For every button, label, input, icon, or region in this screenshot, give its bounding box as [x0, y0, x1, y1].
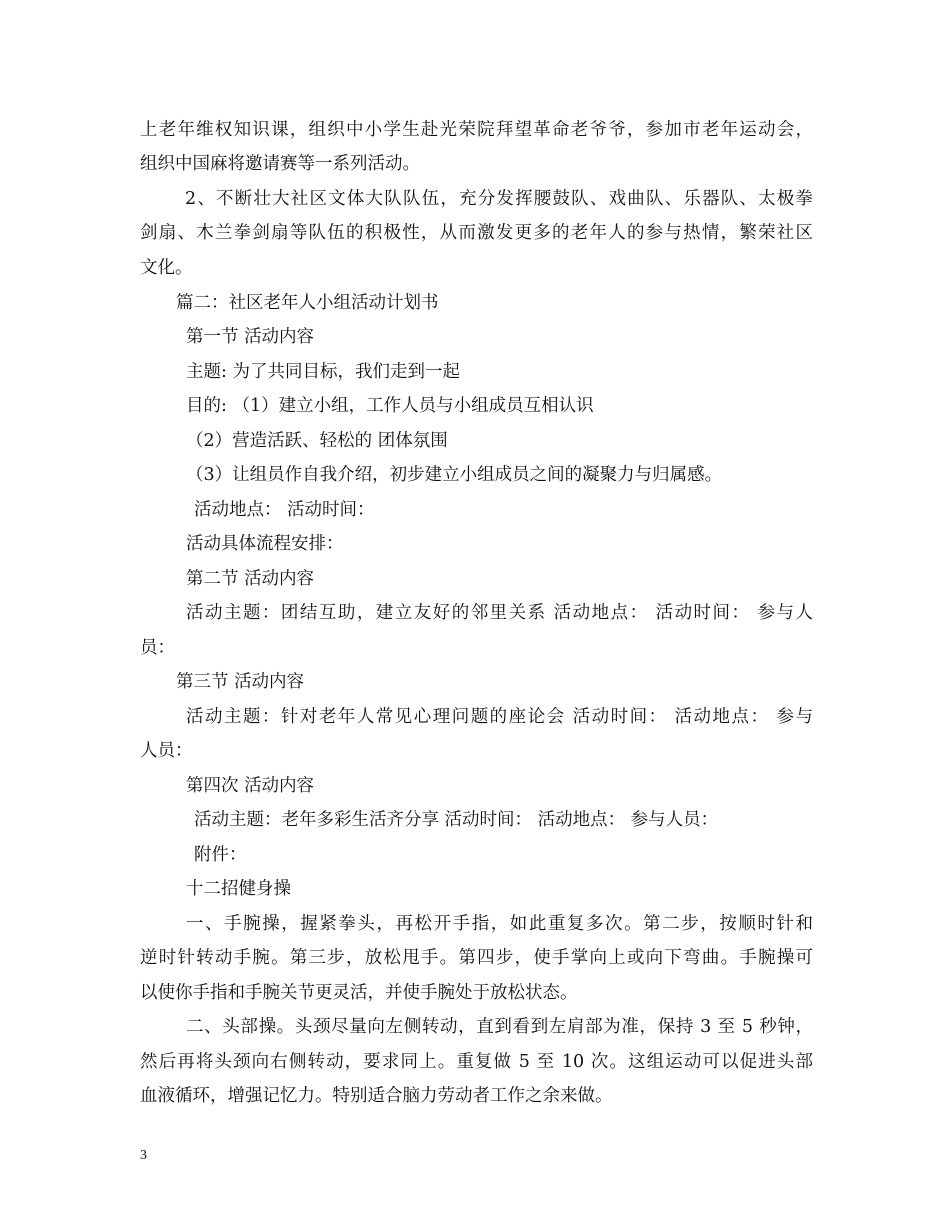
subsection-heading: 第三节 活动内容 — [176, 672, 305, 692]
paragraph-line: 活动主题：老年多彩生活齐分享 活动时间： 活动地点： 参与人员： — [194, 810, 719, 830]
paragraph-line: 人员： — [140, 741, 193, 761]
paragraph-line: 员： — [140, 638, 175, 658]
paragraph-line: （3）让组员作自我介绍，初步建立小组成员之间的凝聚力与归属感。 — [186, 465, 723, 485]
paragraph-line: 以使你手指和手腕关节更灵活，并使手腕处于放松状态。 — [140, 983, 578, 1003]
paragraph-line: 然后再将头颈向右侧转动，要求同上。重复做 5 至 10 次。这组运动可以促进头部 — [140, 1052, 813, 1072]
paragraph-line: 活动主题：团结互助，建立友好的邻里关系 活动地点： 活动时间： 参与人 — [186, 603, 813, 623]
subsection-heading: 第一节 活动内容 — [186, 327, 315, 347]
paragraph-line: 一、手腕操，握紧拳头，再松开手指，如此重复多次。第二步，按顺时针和 — [186, 914, 813, 934]
paragraph-line: （2）营造活跃、轻松的 团体氛围 — [186, 431, 448, 451]
page-number: 3 — [140, 1148, 147, 1163]
paragraph-line: 组织中国麻将邀请赛等一系列活动。 — [140, 154, 420, 174]
paragraph-line: 文化。 — [140, 258, 193, 278]
subsection-heading: 第四次 活动内容 — [186, 776, 315, 796]
paragraph-line: 活动具体流程安排： — [186, 534, 344, 554]
paragraph-line: 目的: （1）建立小组，工作人员与小组成员互相认识 — [186, 396, 594, 416]
paragraph-line: 二、头部操。头颈尽量向左侧转动，直到看到左肩部为准，保持 3 至 5 秒钟， — [186, 1017, 813, 1037]
paragraph-line: 主题: 为了共同目标，我们走到一起 — [186, 362, 460, 382]
paragraph-line: 逆时针转动手腕。第三步，放松甩手。第四步，使手掌向上或向下弯曲。手腕操可 — [140, 948, 813, 968]
paragraph-line: 血液循环，增强记忆力。特别适合脑力劳动者工作之余来做。 — [140, 1086, 613, 1106]
section-heading: 篇二：社区老年人小组活动计划书 — [176, 293, 439, 313]
paragraph-line: 活动地点： 活动时间： — [194, 500, 375, 520]
paragraph-line: 活动主题：针对老年人常见心理问题的座论会 活动时间： 活动地点： 参与 — [186, 707, 813, 727]
section-heading: 十二招健身操 — [186, 879, 291, 899]
subsection-heading: 第二节 活动内容 — [186, 569, 315, 589]
paragraph-line: 剑扇、木兰拳剑扇等队伍的积极性，从而激发更多的老年人的参与热情，繁荣社区 — [140, 223, 813, 243]
paragraph-line: 2、不断壮大社区文体大队队伍，充分发挥腰鼓队、戏曲队、乐器队、太极拳 — [185, 189, 813, 209]
paragraph-line: 上老年维权知识课，组织中小学生赴光荣院拜望革命老爷爷，参加市老年运动会， — [140, 120, 813, 140]
paragraph-line: 附件： — [194, 845, 247, 865]
